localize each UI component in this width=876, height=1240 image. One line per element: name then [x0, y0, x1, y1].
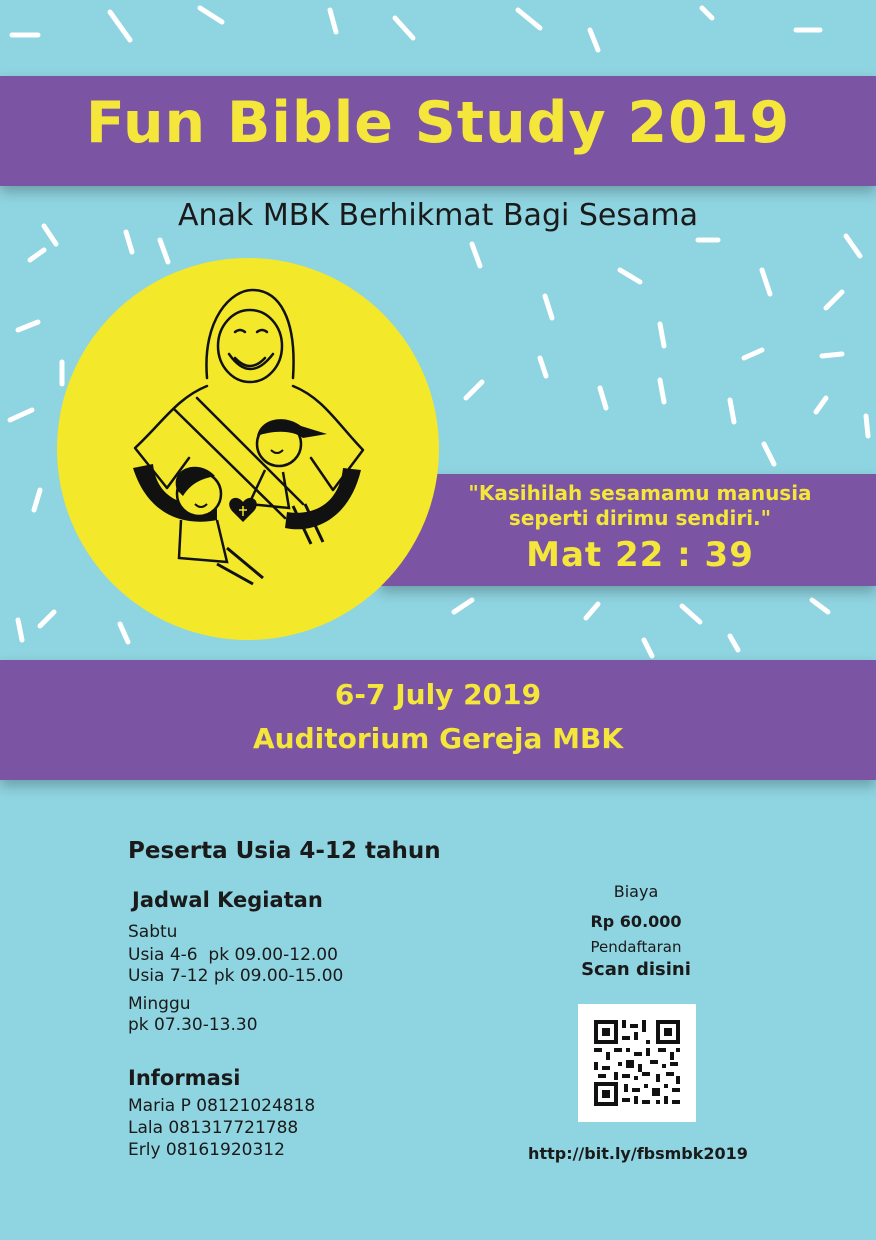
register-label: Pendaftaran: [590, 938, 682, 956]
jesus-with-children-illustration: [57, 258, 439, 640]
saturday-schedule-2: Usia 7-12 pk 09.00-15.00: [128, 966, 344, 986]
verse-line-2: seperti dirimu sendiri.": [508, 506, 772, 530]
sunday-label: Minggu: [128, 994, 191, 1014]
poster-title: Fun Bible Study 2019: [85, 90, 791, 156]
event-date: 6-7 July 2019: [334, 678, 542, 711]
schedule-heading: Jadwal Kegiatan: [132, 888, 323, 912]
contact-3: Erly 08161920312: [128, 1140, 285, 1160]
contact-1: Maria P 08121024818: [128, 1096, 316, 1116]
saturday-label: Sabtu: [128, 922, 178, 942]
qr-code-icon: [578, 1004, 696, 1122]
qr-code[interactable]: [578, 1004, 696, 1122]
registration-url[interactable]: http://bit.ly/fbsmbk2019: [528, 1144, 748, 1163]
verse-reference: Mat 22 : 39: [526, 535, 754, 575]
contact-2: Lala 081317721788: [128, 1118, 299, 1138]
verse-line-1: "Kasihilah sesamamu manusia: [468, 481, 812, 505]
info-heading: Informasi: [128, 1066, 241, 1090]
sunday-schedule: pk 07.30-13.30: [128, 1015, 258, 1035]
fee-value: Rp 60.000: [590, 912, 682, 931]
saturday-schedule-1: Usia 4-6 pk 09.00-12.00: [128, 945, 338, 965]
poster-subtitle: Anak MBK Berhikmat Bagi Sesama: [178, 198, 698, 233]
event-venue: Auditorium Gereja MBK: [252, 722, 624, 755]
participants-age: Peserta Usia 4-12 tahun: [128, 838, 441, 864]
fee-label: Biaya: [613, 882, 659, 901]
scan-label: Scan disini: [581, 959, 691, 980]
